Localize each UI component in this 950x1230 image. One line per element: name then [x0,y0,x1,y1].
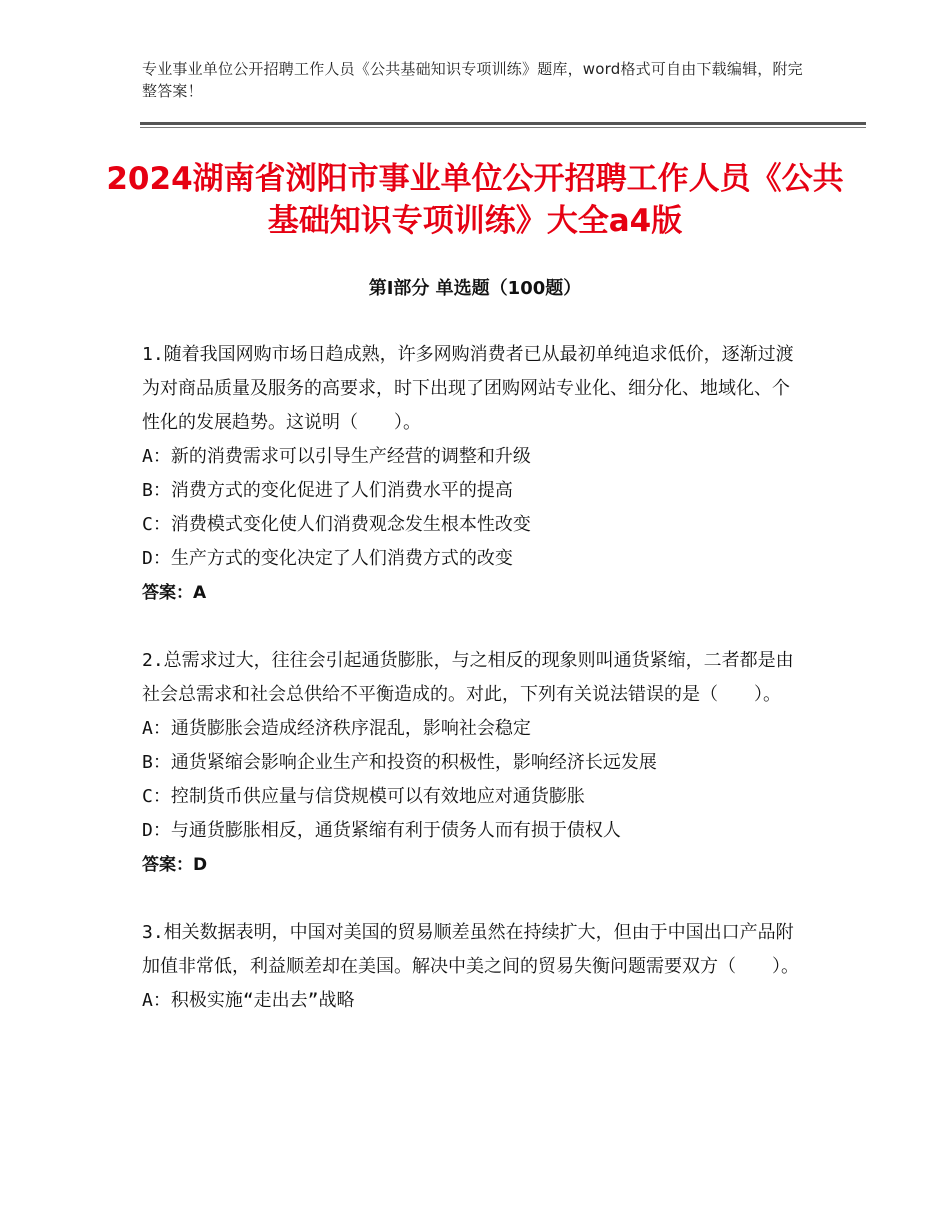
header-rule-thin [140,127,866,128]
question-stem: 3.相关数据表明，中国对美国的贸易顺差虽然在持续扩大，但由于中国出口产品附加值非常低，利益顺差却在美国。解决中美之间的贸易失衡问题需要双方（ ）。 [142,922,799,977]
question-option: C：控制货币供应量与信贷规模可以有效地应对通货膨胀 [142,786,585,807]
question-option: C：消费模式变化使人们消费观念发生根本性改变 [142,514,531,535]
question-stem: 1.随着我国网购市场日趋成熟，许多网购消费者已从最初单纯追求低价，逐渐过渡为对商品质量及服务的高要求，时下出现了团购网站专业化、细分化、地域化、个性化的发展趋势。这说明（ ）。 [142,344,794,433]
document-title: 2024湖南省浏阳市事业单位公开招聘工作人员《公共基础知识专项训练》大全a4版 [106,161,844,239]
question-list [142,338,802,1052]
question-answer: 答案：A [142,583,207,603]
question-item [142,916,802,1018]
question-option: A：通货膨胀会造成经济秩序混乱，影响社会稳定 [142,718,531,739]
question-option: A：新的消费需求可以引导生产经营的调整和升级 [142,446,531,467]
question-answer: 答案：D [142,855,208,875]
question-option: A：积极实施“走出去”战略 [142,990,355,1011]
question-item [142,644,802,882]
section-heading: 第Ⅰ部分 单选题（100题） [368,278,582,299]
header-note: 专业事业单位公开招聘工作人员《公共基础知识专项训练》题库，word格式可自由下载编辑，附完整答案！ [142,60,803,100]
question-option: D：生产方式的变化决定了人们消费方式的改变 [142,548,513,569]
header-rule-thick [140,122,866,125]
question-option: B：通货紧缩会影响企业生产和投资的积极性，影响经济长远发展 [142,752,657,773]
question-item [142,338,802,610]
question-option: B：消费方式的变化促进了人们消费水平的提高 [142,480,513,501]
question-stem: 2.总需求过大，往往会引起通货膨胀，与之相反的现象则叫通货紧缩，二者都是由社会总需求和社会总供给不平衡造成的。对此，下列有关说法错误的是（ ）。 [142,650,794,705]
question-option: D：与通货膨胀相反，通货紧缩有利于债务人而有损于债权人 [142,820,621,841]
